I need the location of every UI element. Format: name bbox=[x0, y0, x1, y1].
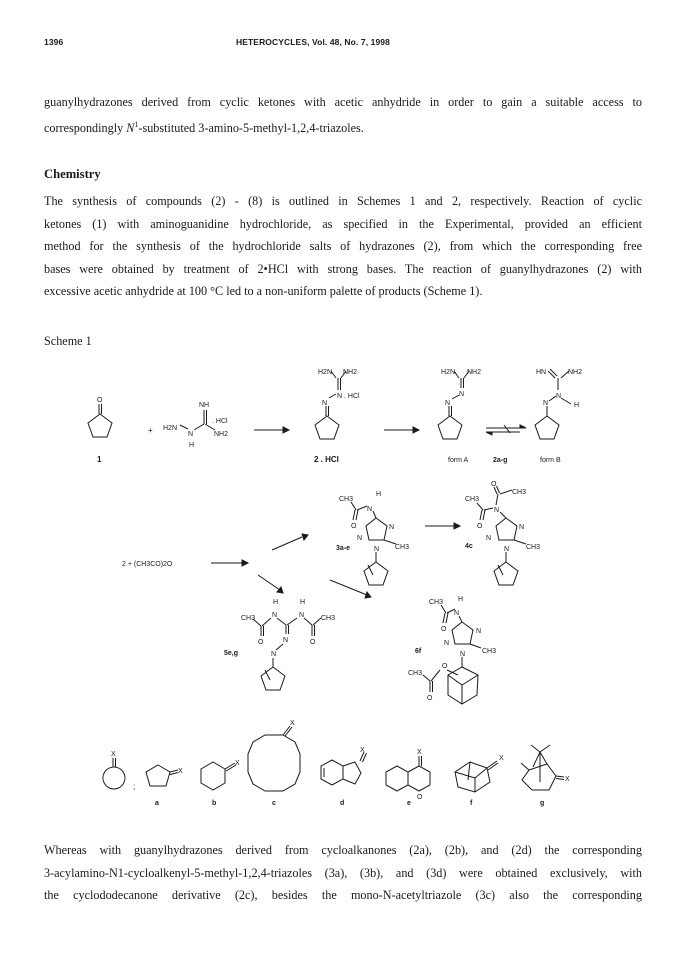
section-heading: Chemistry bbox=[44, 167, 101, 181]
svg-text:CH3: CH3 bbox=[339, 496, 354, 503]
ring-label-a: a bbox=[155, 800, 159, 807]
svg-text:CH3: CH3 bbox=[241, 615, 256, 622]
svg-text:N: N bbox=[272, 612, 278, 619]
svg-text:CH3: CH3 bbox=[395, 544, 410, 551]
compound-4c-label: 4c bbox=[465, 543, 473, 550]
svg-text:N . HCl: N . HCl bbox=[337, 393, 360, 400]
chem-line-4: bases were obtained by treatment of 2•HCl with strong bases. The reaction of guanylhydrazones (2) with bbox=[44, 261, 642, 276]
plus-sign: + bbox=[148, 426, 153, 435]
svg-text:N: N bbox=[519, 524, 525, 531]
svg-text:X: X bbox=[178, 768, 183, 775]
svg-text:CH3: CH3 bbox=[526, 544, 541, 551]
svg-text:H2N: H2N bbox=[441, 369, 456, 376]
svg-text:H: H bbox=[574, 402, 580, 409]
svg-text:O: O bbox=[310, 639, 316, 646]
svg-text:N: N bbox=[556, 393, 562, 400]
svg-text:H: H bbox=[189, 442, 195, 449]
ring-label-b: b bbox=[212, 800, 217, 807]
ring-b-cyclohexylidene bbox=[201, 760, 240, 790]
compound-2hcl-structure bbox=[315, 369, 360, 439]
svg-text:CH3: CH3 bbox=[482, 648, 497, 655]
ring-f-adamantylidene bbox=[455, 755, 504, 792]
svg-text:N: N bbox=[454, 610, 460, 617]
svg-text:O: O bbox=[477, 523, 483, 530]
svg-text:N: N bbox=[374, 546, 380, 553]
outro-line-1: Whereas with guanylhydrazones derived from cycloalkanones (2a), (2b), and (2d) the corresponding bbox=[44, 843, 642, 857]
svg-text:O: O bbox=[417, 794, 423, 801]
svg-text:X: X bbox=[417, 749, 422, 756]
svg-text:O: O bbox=[427, 695, 433, 702]
svg-text:CH3: CH3 bbox=[321, 615, 336, 622]
svg-text:H2N: H2N bbox=[163, 425, 178, 432]
svg-text:X: X bbox=[111, 751, 116, 758]
svg-text:NH2: NH2 bbox=[343, 369, 358, 376]
svg-text:N: N bbox=[494, 507, 500, 514]
svg-text:;: ; bbox=[133, 782, 136, 791]
ring-g-camphorylidene bbox=[521, 745, 570, 790]
svg-text:N: N bbox=[357, 535, 363, 542]
compound-3ae-label: 3a-e bbox=[336, 545, 351, 552]
svg-text:N: N bbox=[504, 546, 510, 553]
svg-text:CH3: CH3 bbox=[429, 599, 444, 606]
ring-e-chromanylidene bbox=[386, 749, 430, 801]
chem-line-1: The synthesis of compounds (2) - (8) is outlined in Schemes 1 and 2, respectively. Reaction of cyclic bbox=[44, 194, 642, 208]
svg-text:N: N bbox=[271, 651, 277, 658]
svg-text:O: O bbox=[351, 523, 357, 530]
svg-text:O: O bbox=[491, 481, 497, 488]
svg-text:X: X bbox=[290, 720, 295, 727]
intro-line-1: guanylhydrazones derived from cyclic ketones with acetic anhydride in order to gain a suitable access to bbox=[44, 95, 642, 109]
compound-2hcl-label: 2 . HCl bbox=[314, 455, 339, 464]
svg-text:HN: HN bbox=[536, 369, 547, 376]
ring-label-g: g bbox=[540, 800, 545, 807]
svg-text:CH3: CH3 bbox=[465, 496, 480, 503]
svg-text:H: H bbox=[300, 599, 306, 606]
svg-text:. HCl: . HCl bbox=[212, 418, 228, 425]
form-b-structure bbox=[535, 369, 582, 439]
svg-text:CH3: CH3 bbox=[408, 670, 423, 677]
svg-text:H: H bbox=[376, 491, 382, 498]
svg-text:N: N bbox=[543, 400, 549, 407]
outro-line-3: the cyclododecanone derivative (2c), besides the mono-N-acetyltriazole (3c) also the corresponding bbox=[44, 888, 642, 902]
ring-legend-generic bbox=[103, 751, 135, 791]
ring-d-indanylidene bbox=[321, 747, 367, 785]
svg-text:N: N bbox=[460, 651, 466, 658]
ring-a-cyclopentylidene bbox=[146, 765, 183, 786]
svg-text:H: H bbox=[458, 596, 464, 603]
svg-text:H2N: H2N bbox=[318, 369, 333, 376]
compound-1-label: 1 bbox=[97, 455, 102, 464]
svg-text:N: N bbox=[445, 400, 451, 407]
svg-text:N: N bbox=[322, 400, 328, 407]
svg-text:NH2: NH2 bbox=[214, 431, 229, 438]
svg-text:X: X bbox=[235, 760, 240, 767]
chem-line-3: method for the synthesis of the hydrochloride salts of hydrazones (2), from which the corresponding free bbox=[44, 239, 642, 253]
chem-line-2: ketones (1) with aminoguanidine hydrochloride, as specified in the Experimental, provided an efficient bbox=[44, 216, 642, 231]
svg-text:N: N bbox=[459, 391, 465, 398]
svg-text:N: N bbox=[444, 640, 450, 647]
cyclopentanone-structure bbox=[88, 397, 112, 437]
ring-label-e: e bbox=[407, 800, 411, 807]
compound-5eg-structure bbox=[241, 599, 335, 690]
svg-text:CH3: CH3 bbox=[512, 489, 527, 496]
compound-4c-structure bbox=[465, 481, 540, 585]
svg-text:NH: NH bbox=[199, 402, 210, 409]
svg-text:X: X bbox=[360, 747, 365, 754]
svg-text:NH2: NH2 bbox=[568, 369, 583, 376]
svg-text:O: O bbox=[442, 663, 448, 670]
ring-c-cyclododecylidene bbox=[248, 720, 300, 791]
svg-text:N: N bbox=[283, 637, 289, 644]
ring-label-d: d bbox=[340, 800, 345, 807]
chem-line-5: excessive acetic anhydride at 100 °C led to a non-uniform palette of products (Scheme 1). bbox=[44, 284, 483, 298]
svg-text:N: N bbox=[299, 612, 305, 619]
svg-text:X: X bbox=[565, 776, 570, 783]
aminoguanidine-structure bbox=[163, 402, 228, 449]
form-a-label: form A bbox=[448, 457, 469, 464]
compound-6f-label: 6f bbox=[415, 648, 422, 655]
svg-text:H: H bbox=[273, 599, 279, 606]
svg-text:N: N bbox=[486, 535, 492, 542]
oxygen-label: O bbox=[97, 397, 103, 404]
page-number: 1396 bbox=[44, 37, 64, 47]
intro-line-2: correspondingly $N^1$-substituted 3-amino-5-methyl-1,2,4-triazoles. bbox=[44, 119, 364, 135]
outro-line-2: 3-acylamino-N1-cycloalkenyl-5-methyl-1,2,4-triazoles (3a), (3b), and (3d) were obtained exclusively, with bbox=[44, 865, 642, 880]
svg-text:N: N bbox=[476, 628, 482, 635]
svg-text:NH2: NH2 bbox=[467, 369, 482, 376]
svg-text:N: N bbox=[389, 524, 395, 531]
form-a-structure bbox=[438, 369, 481, 439]
reagents-label: 2 + (CH3CO)2O bbox=[122, 561, 173, 568]
svg-text:N: N bbox=[188, 431, 194, 438]
running-header: HETEROCYCLES, Vol. 48, No. 7, 1998 bbox=[236, 37, 390, 47]
ring-label-f: f bbox=[470, 800, 473, 807]
svg-text:N: N bbox=[367, 506, 373, 513]
form-b-label: form B bbox=[540, 457, 561, 464]
compound-3ae-structure bbox=[339, 491, 409, 585]
compound-5eg-label: 5e,g bbox=[224, 650, 239, 657]
svg-text:O: O bbox=[258, 639, 264, 646]
outro-paragraph bbox=[44, 839, 642, 907]
scheme-caption: Scheme 1 bbox=[44, 334, 92, 348]
ring-label-c: c bbox=[272, 800, 276, 807]
svg-text:O: O bbox=[441, 626, 447, 633]
svg-text:X: X bbox=[499, 755, 504, 762]
compound-2ag-label: 2a-g bbox=[493, 457, 508, 464]
